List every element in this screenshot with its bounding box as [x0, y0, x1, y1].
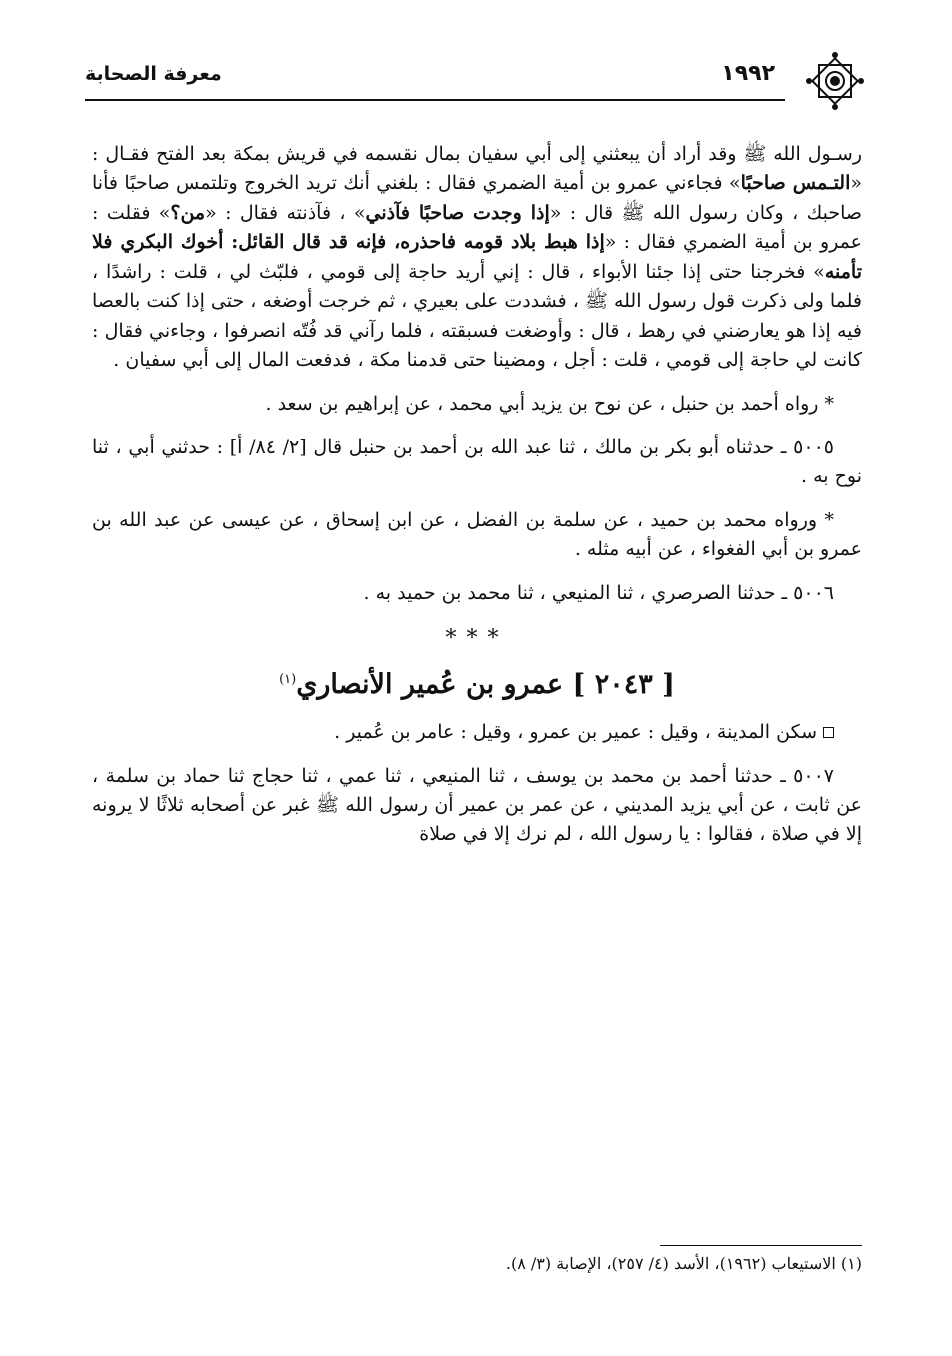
paragraph-hadith-5005: ٥٠٠٥ ـ حدثناه أبو بكر بن مالك ، ثنا عبد الله بن أحمد بن حنبل قال [٢/ ٨٤/ أ] : حدثني أبي ، ثنا نوح به .	[92, 435, 862, 488]
paragraph-narration: رسـول الله ﷺ وقد أراد أن يبعثني إلى أبي سفيان بمال نقسمه في قريش بمكة بعد الفتح فقـال : «التـمس صاحبًا» فجاءني عمرو بن أمية الضمري فقال : بلغني أنك تريد الخروج وتلتمس صاحبًا فأنا صاحبك ، وكان رسول الله ﷺ قال : «إذا وجدت صاحبًا فآذني» ، فآذنته فقال : «من؟» فقلت : عمرو بن أمية الضمري فقال : «إذا هبط بلاد قومه فاحذره، فإنه قد قال القائل: أخوك البكري فلا تأمنه» فخرجنا حتى إذا جئنا الأبواء ، قال : إني أريد حاجة إلى قومي ، فلبّث لي ، قلت : راشدًا ، فلما ولى ذكرت قول رسول الله ﷺ ، فشددت على بعيري ، ثم خرجت أوضغه ، حتى إذا كنت بالعصا فيه إذا هو يعارضني في رهط ، قال : وأوضغت فسبقته ، فلما رآني قد فُتّه انصرفوا ، وجاءني فقال : كانت لي حاجة إلى قومي ، قلت : أجل ، ومضينا حتى قدمنا مكة ، فدفعت المال إلى أبي سفيان .	[92, 143, 862, 372]
running-title: معرفة الصحابة	[85, 63, 222, 85]
footnote-ref: (١)	[279, 672, 297, 688]
square-bullet-icon	[823, 727, 834, 738]
section-heading: [ ٢٠٤٣ ] عمرو بن عُمير الأنصاري$^{(١)}$	[279, 669, 675, 701]
page-number: ١٩٩٢	[721, 61, 775, 86]
footnote-rule	[660, 1245, 862, 1246]
paragraph-bio: سكن المدينة ، وقيل : عمير بن عمرو ، وقيل : عامر بن عُمير .	[92, 718, 862, 747]
paragraph-hadith-5006: ٥٠٠٦ ـ حدثنا الصرصري ، ثنا المنيعي ، ثنا محمد بن حميد به .	[363, 581, 834, 604]
paragraph-hadith-5007: ٥٠٠٧ ـ حدثنا أحمد بن محمد بن يوسف ، ثنا المنيعي ، ثنا عمي ، ثنا حجاج ثنا حماد بن سلمة ، عن ثابت ، عن أبي يزيد المديني ، عن عمر بن عمير أن رسول الله ﷺ غبر عن أصحابه ثلاثًا لا يرونه إلا في صلاة ، فقالوا : يا رسول الله ، لم نرك إلا في صلاة	[92, 764, 862, 846]
paragraph-riwaya-2: * ورواه محمد بن حميد ، عن سلمة بن الفضل ، عن ابن إسحاق ، عن عيسى عن عبد الله بن عمرو بن أبي الفغواء ، عن أبيه مثله .	[92, 508, 862, 561]
footnote: (١) الاستيعاب (١٩٦٢)، الأسد (٤/ ٢٥٧)، الإصابة (٣/ ٨).	[505, 1254, 862, 1273]
star-ornament-icon	[805, 51, 865, 111]
section-separator: ***	[445, 626, 509, 652]
header-rule	[85, 99, 785, 101]
main-text	[92, 140, 862, 864]
paragraph-riwaya-1: * رواه أحمد بن حنبل ، عن نوح بن يزيد أبي محمد ، عن إبراهيم بن سعد .	[265, 392, 834, 415]
page-header	[85, 55, 865, 111]
